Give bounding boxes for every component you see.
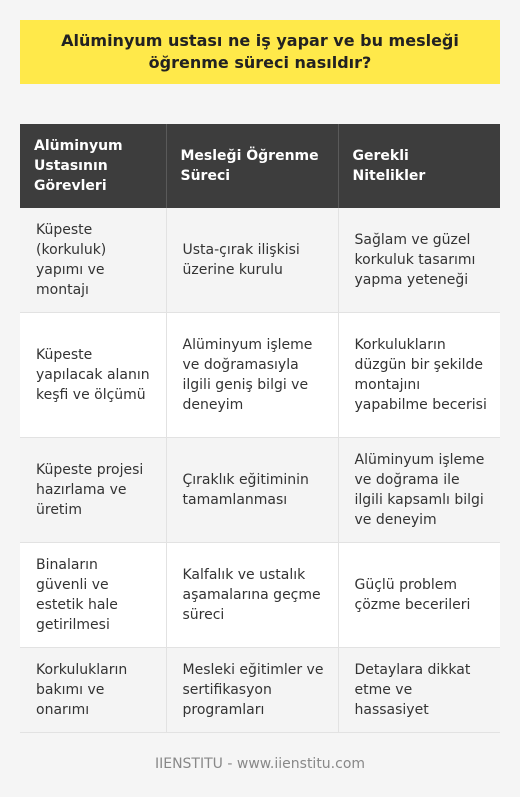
table-cell: Kalfalık ve ustalık aşamalarına geçme süreci (166, 543, 338, 648)
table-cell: Korkulukların bakımı ve onarımı (20, 648, 166, 733)
table-cell: Binaların güvenli ve estetik hale getirilmesi (20, 543, 166, 648)
comparison-table (20, 124, 500, 733)
table-row (20, 313, 500, 438)
table-cell: Korkulukların düzgün bir şekilde montajını yapabilme becerisi (338, 313, 500, 438)
table-cell: Küpeste projesi hazırlama ve üretim (20, 438, 166, 543)
table-cell: Detaylara dikkat etme ve hassasiyet (338, 648, 500, 733)
table-cell: Küpeste yapılacak alanın keşfi ve ölçümü (20, 313, 166, 438)
table-row (20, 208, 500, 313)
table-row (20, 438, 500, 543)
table-cell: Mesleki eğitimler ve sertifikasyon programları (166, 648, 338, 733)
table-row (20, 648, 500, 733)
header-learning-process: Mesleği Öğrenme Süreci (166, 124, 338, 208)
table-row (20, 543, 500, 648)
table-header-row (20, 124, 500, 208)
table-cell: Güçlü problem çözme becerileri (338, 543, 500, 648)
page-title: Alüminyum ustası ne iş yapar ve bu mesleği öğrenme süreci nasıldır? (61, 31, 459, 72)
title-banner (20, 20, 500, 84)
header-duties: Alüminyum Ustasının Görevleri (20, 124, 166, 208)
footer-credit: IIENSTITU - www.iienstitu.com (154, 756, 366, 772)
table-cell: Çıraklık eğitiminin tamamlanması (166, 438, 338, 543)
table-cell: Sağlam ve güzel korkuluk tasarımı yapma yeteneği (338, 208, 500, 313)
table-cell: Alüminyum işleme ve doğramasıyla ilgili geniş bilgi ve deneyim (166, 313, 338, 438)
table-cell: Küpeste (korkuluk) yapımı ve montajı (20, 208, 166, 313)
table-cell: Usta-çırak ilişkisi üzerine kurulu (166, 208, 338, 313)
header-requirements: Gerekli Nitelikler (338, 124, 500, 208)
table-cell: Alüminyum işleme ve doğrama ile ilgili kapsamlı bilgi ve deneyim (338, 438, 500, 543)
